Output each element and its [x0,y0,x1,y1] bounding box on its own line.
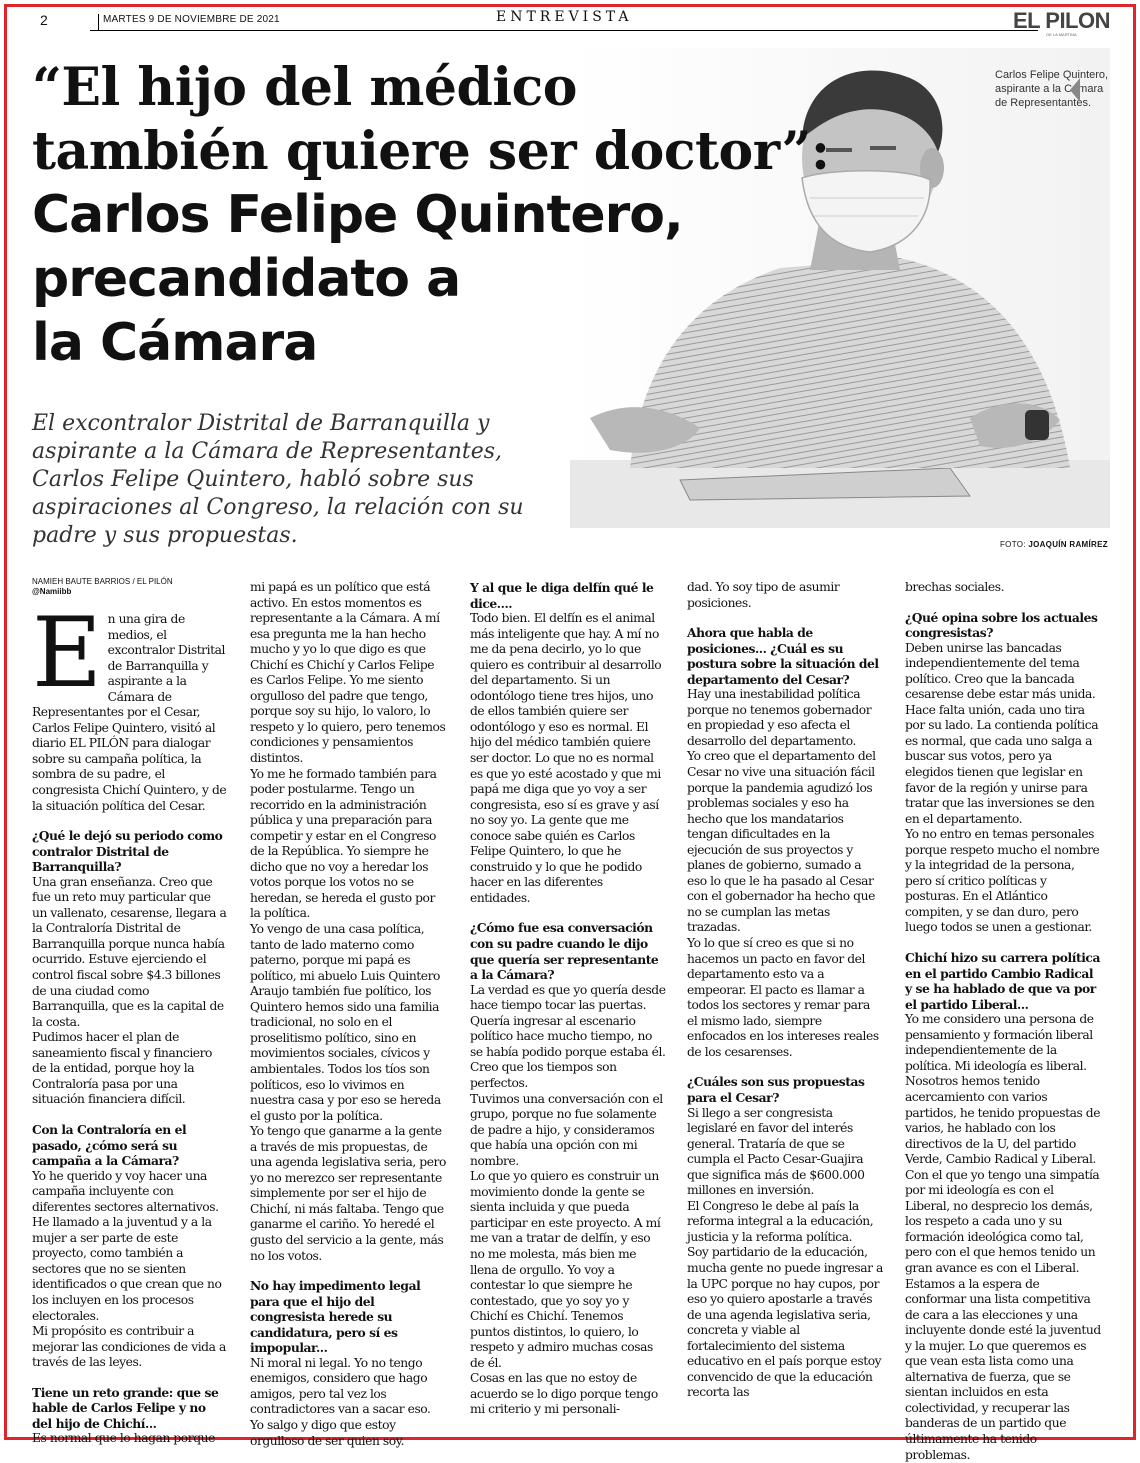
issue-date: MARTES 9 DE NOVIEMBRE DE 2021 [98,14,280,30]
question: ¿Qué opina sobre los actuales congresistas? [905,609,1098,641]
answer-paragraph: El Congreso le debe al país la reforma integral a la educación, justicia y la reforma política. [687,1198,874,1244]
answer-paragraph: Si llego a ser congresista legislaré en favor del interés general. Trataría de que se cumpla el Pacto Cesar-Guajira que significa más de $600.000 millones en inversión. [687,1105,865,1198]
answer-paragraph: Soy partidario de la educación, mucha gente no puede ingresar a la UPC porque no hay cupos, por eso yo quiero apostarle a través de una agenda legislativa seria, concreta y viable al fortalecimiento del sistema educativo en el país porque estoy convencido de que la educación recorta las [687,1245,883,1400]
answer-paragraph: Tuvimos una conversación con el grupo, porque no fue solamente de padre a hijo, y consideramos que había una opción con mi nombre. [470,1091,663,1168]
question: ¿Cuáles son sus propuestas para el Cesar? [687,1074,865,1105]
answer-paragraph: Pudimos hacer el plan de saneamiento fiscal y financiero de la entidad, porque hoy la Contraloría pasa por una situación financiera difícil. [32,1030,213,1107]
question: Ahora que habla de posiciones... ¿Cuál es su postura sobre la situación del departamento del Cesar? [687,625,879,687]
answer-paragraph: brechas sociales. [905,580,1005,594]
answer-paragraph: Yo he querido y voy hacer una campaña incluyente con diferentes sectores alternativos. He llamado a la juventud y a la mujer a ser parte de este proyecto, como también a sectores que no se sienten identificados o que crean que no los incluyen en los procesos electorales. [32,1168,222,1323]
question: Y al que le diga delfín qué le dice.... [470,580,654,611]
photo-credit-name: JOAQUÍN RAMÍREZ [1028,540,1108,549]
question: ¿Cómo fue esa conversación con su padre cuando le dijo que quería ser representante a la Cámara? [470,920,659,983]
answer-paragraph: Ni moral ni legal. Yo no tengo enemigos, considero que hago amigos, pero tal vez los contradictores van a sacar eso. Yo salgo y digo que estoy orgulloso de ser quien soy. [250,1355,431,1448]
headline-line-1: “El hijo del médico [32,57,577,118]
headline [32,56,832,376]
question: Con la Contraloría en el pasado, ¿cómo será su campaña a la Cámara? [32,1121,187,1169]
lede-paragraph: El excontralor Distrital de Barranquilla y aspirante a la Cámara de Representantes, Carlos Felipe Quintero, habló sobre sus aspiraciones al Congreso, la relación con su padre y sus propuestas. [32,411,524,548]
byline [32,577,173,597]
answer-paragraph: Yo creo que el departamento del Cesar no vive una situación fácil porque la pandemia agudizó los problemas sociales y eso ha hecho que los mandatarios tengan dificultades en la ejecución de sus proyectos y planes de gobierno, sumado a eso lo que le ha pasado al Cesar con el gobernador ha hecho que no se cumplan las metas trazadas. [687,749,876,935]
byline-author: NAMIEH BAUTE BARRIOS / EL PILÓN [32,577,173,586]
answer-paragraph: dad. Yo soy tipo de asumir posiciones. [687,580,840,610]
answer-paragraph: Yo vengo de una casa política, tanto de lado materno como paterno, porque mi papá es político, mi abuelo Luis Quintero Araujo también fue político, los Quintero hemos sido una familia tradicional, no solo en el proselitismo político, sino en movimientos sociales, cívicos y ambientales. Todos los tíos son políticos, eso lo vivimos en nuestra casa y por eso se hereda el gusto por la política. [250,922,441,1123]
caption-pointer-icon [1070,78,1080,102]
question: Tiene un reto grande: que se hable de Carlos Felipe y no del hijo de Chichí... [32,1384,219,1431]
answer-paragraph: Hay una inestabilidad política porque no tenemos gobernador en propiedad y eso afecta el desarrollo del departamento. [687,687,872,748]
drop-cap: E [32,597,102,709]
question: Chichí hizo su carrera política en el partido Cambio Radical y se ha hablado de que va por el partido Liberal... [905,950,1100,1012]
answer-paragraph: mi papá es un político que está activo. En estos momentos es representante a la Cámara. A mí esa pregunta me la han hecho mucho y yo lo que digo es que Chichí es Chichí y Carlos Felipe es Carlos Felipe. Yo me siento orgulloso del padre que tengo, porque soy su hijo, lo valoro, lo respeto y lo quiero, pero tenemos condiciones y pensamientos distintos. [250,580,446,766]
question: ¿Qué le dejó su periodo como contralor Distrital de Barranquilla? [32,828,223,875]
answer-paragraph: Mi propósito es contribuir a mejorar las condiciones de vida a través de las leyes. [32,1324,226,1370]
answer-paragraph: Una gran enseñanza. Creo que fue un reto muy particular que un vallenato, cesarense, llegara a la Contraloría Distrital de Barranquilla porque nunca había ocurrido. Estuve ejerciendo el control fiscal sobre $4.3 billones de una ciudad como Barranquilla, que es la capital de la costa. [32,874,227,1029]
article-column-4 [687,580,883,1401]
brand-tagline: DE LA MARTINA [1046,32,1077,37]
answer-paragraph: Cosas en las que no estoy de acuerdo se lo digo porque tengo mi criterio y mi personali- [470,1371,658,1417]
page-number: 2 [40,12,48,28]
article-column-5 [905,580,1101,1463]
byline-handle: @Namiibb [32,587,72,596]
photo-credit [1000,540,1108,549]
article-column-1 [32,597,228,1447]
section-label: ENTREVISTA [490,9,638,25]
answer-paragraph: Deben unirse las bancadas independientemente del tema político. Creo que la bancada cesarense debe estar más unida. Hace falta unión, cada uno tira por su lado. La contienda política es normal, que cada uno salga a buscar sus votos, pero ya elegidos tienen que legislar en favor de la región y unirse para tratar que las inversiones se den en el departamento. [905,640,1099,826]
answer-paragraph: Yo me considero una persona de pensamiento y formación liberal independientemente de la política. Mi ideología es liberal. Nosotros hemos tenido acercamiento con varios partidos, he tenido propuestas de varios, he hablado con los directivos de la U, del partido Verde, Cambio Radical y Liberal. [905,1012,1101,1167]
question: No hay impedimento legal para que el hijo del congresista herede su candidatura, pero sí es impopular... [250,1278,421,1356]
answer-paragraph: Yo tengo que ganarme a la gente a través de mis propuestas, de una agenda legislativa seria, pero yo no merezco ser representante simplemente por ser el hijo de Chichí, ni más faltaba. Tengo que ganarme el cariño. Yo heredé el gusto del servicio a la gente, más no los votos. [250,1124,446,1263]
answer-paragraph: Es normal que lo hagan porque [32,1431,215,1446]
article-column-2 [250,580,446,1449]
answer-paragraph: Yo lo que sí creo es que si no hacemos un pacto en favor del departamento esto va a empeorar. El pacto es llamar a todos los sectores y remar para el mismo lado, siempre enfocados en los intereses reales de los cesarenses. [687,936,879,1059]
page-header [30,8,1110,37]
photo-caption: Carlos Felipe Quintero, aspirante a la Cámara de Representantes. [995,69,1109,109]
intro-paragraph: n una gira de medios, el excontralor Distrital de Barranquilla y aspirante a la Cámara de Representantes por el Cesar, Carlos Felipe Quintero, visitó al diario EL PILÓN para dialogar sobre su campaña política, la sombra de su padre, el congresista Chichí Quintero, y de la situación política del Cesar. [32,612,227,813]
headline-name-line-1: Carlos Felipe Quintero, [32,184,683,245]
article-column-3 [470,580,666,1418]
answer-paragraph: Yo no entro en temas personales porque respeto mucho el nombre y la integridad de la persona, pero sí critico políticas y posturas. En el Atlántico compiten, y se dan duro, pero luego todos se unen a gestionar. [905,827,1100,935]
headline-line-2: también quiere ser doctor”: [32,120,830,182]
answer-paragraph: Todo bien. El delfín es el animal más inteligente que hay. A mí no me da pena decirlo, yo lo que quiero es contribuir al desarrollo del departamento. Si un odontólogo tiene tres hijos, uno de ellos también quiere ser odontólogo y eso es normal. El hijo del médico también quiere ser doctor. Lo que no es normal es que yo esté acostado y que mi papá me diga que yo voy a ser congresista, eso sí es grave y así no soy yo. La gente que me conoce sabe quién es Carlos Felipe Quintero, lo que he construido y lo que he podido hacer en las diferentes entidades. [470,611,662,905]
headline-name-line-3: la Cámara [32,312,318,373]
answer-paragraph: Con el que yo tengo una simpatía por mi ideología es con el Liberal, no desprecio los demás, los respeto a cada uno y su formación ideológica como tal, pero con el que hemos tenido un gran avance es con el Liberal. Estamos a la espera de conformar una lista competitiva de cara a las elecciones y una incluyente donde esté la juventud y la mujer. Lo que queremos es que vean esta lista como una alternativa de fuerza, que se sientan incluidos en esta colectividad, y recuperar las banderas de un partido que últimamente ha tenido problemas. [905,1167,1101,1462]
header-rule [90,30,1038,31]
answer-paragraph: La verdad es que yo quería desde hace tiempo tocar las puertas. Quería ingresar al escenario político hace mucho tiempo, no se había podido porque estaba él. Creo que los tiempos son perfectos. [470,982,666,1090]
answer-paragraph: Yo me he formado también para poder postularme. Tengo un recorrido en la administración pública y una preparación para competir y estar en el Congreso de la República. Yo siempre he dicho que no voy a heredar los votos porque los votos no se heredan, se hereda el gusto por la política. [250,766,437,921]
answer-paragraph: Lo que yo quiero es construir un movimiento donde la gente se sienta incluida y que pueda participar en este proyecto. A mí me van a tratar de delfín, y eso no me molesta, más bien me llena de orgullo. Yo voy a contestar lo que siempre he contestado, que yo soy yo y Chichí es Chichí. Tenemos puntos distintos, lo quiero, lo respeto y admiro muchas cosas de él. [470,1169,661,1370]
masthead-logo [1013,10,1110,37]
brand-name: EL PILON [1012,8,1110,33]
headline-name-line-2: precandidato a [32,248,461,309]
photo-credit-prefix: FOTO: [1000,540,1026,549]
